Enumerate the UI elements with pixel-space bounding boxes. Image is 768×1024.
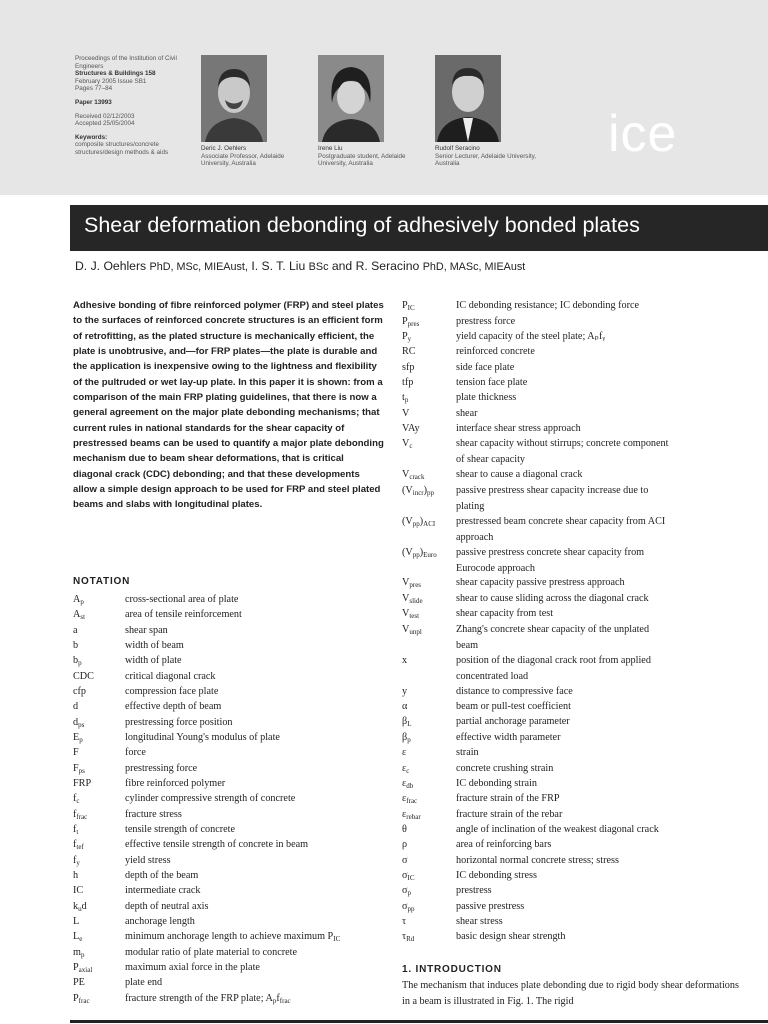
symbol-subscript: Euro bbox=[423, 551, 437, 559]
notation-definition bbox=[456, 684, 573, 700]
notation-definition: width of beam bbox=[125, 640, 184, 651]
notation-definition bbox=[456, 360, 514, 376]
notation-definition bbox=[456, 575, 625, 591]
notation-symbol: tfp bbox=[402, 377, 414, 388]
author-affiliation: Senior Lecturer, Adelaide University, Australia bbox=[435, 152, 537, 167]
notation-definition bbox=[456, 421, 581, 437]
author-affiliation: Associate Professor, Adelaide University, Australia bbox=[201, 152, 285, 167]
received-date: Received 02/12/2003 bbox=[75, 112, 135, 120]
author-card bbox=[318, 55, 430, 168]
symbol-subscript: p bbox=[80, 598, 84, 606]
symbol-subscript: pp bbox=[427, 489, 435, 497]
definition-line: fracture strain of the rebar bbox=[456, 809, 563, 820]
abstract: Adhesive bonding of fibre reinforced polymer (FRP) and steel plates to the surfaces of reinforced concrete structures is an efficient form of retrofitting, as the plated structure is mechanically efficient, the plate is unobtrusive, and—for FRP plates—the plate is durable and the application is inexpensive owing to the lightness and flexibility of the pultruded or wet lay-up plate. In this paper it is shown: from a comparison of the main FRP plating guidelines, that there is now a general agreement on the major plate debonding mechanisms; that current rules in national standards for the shear capacity of prestressed beams can be used to quantify a major plate debonding mechanism due to beam shear deformations, that is critical diagonal crack (CDC) debonding; and that these developments allow a simple design approach to be used for FRP and steel plated beams and slabs with longitudinal plates. bbox=[73, 300, 384, 511]
definition-line: concrete crushing strain bbox=[456, 763, 554, 774]
notation-symbol: $\beta_L$ bbox=[402, 716, 412, 728]
symbol-subscript: p bbox=[404, 396, 409, 404]
author-1-qualifications: PhD, MSc, MIEAust, bbox=[149, 261, 248, 273]
definition-line: tension face plate bbox=[456, 377, 528, 388]
notation-symbol: $f_c$ bbox=[73, 793, 80, 805]
notation-symbol: RC bbox=[402, 346, 416, 357]
notation-definition: cylinder compressive strength of concrete bbox=[125, 793, 296, 804]
symbol-subscript: t bbox=[76, 828, 79, 836]
definition-line: reinforced concrete bbox=[456, 346, 535, 357]
notation-definition: compression face plate bbox=[125, 686, 219, 697]
symbol-subscript: ps bbox=[78, 721, 85, 729]
notation-definition bbox=[456, 545, 644, 576]
author-photo bbox=[435, 55, 501, 142]
notation-symbol: $\varepsilon_{frac}$ bbox=[402, 793, 418, 805]
definition-line: shear capacity from test bbox=[456, 608, 554, 619]
byline bbox=[75, 259, 525, 273]
definition-line: shear to cause sliding across the diagonal crack bbox=[456, 593, 649, 604]
paper-title: Shear deformation debonding of adhesively bonded plates bbox=[84, 213, 640, 237]
notation-definition bbox=[456, 807, 562, 823]
notation-symbol: $V_{slide}$ bbox=[402, 593, 423, 605]
notation-symbol: b bbox=[73, 640, 79, 651]
author-3: R. Seracino bbox=[355, 259, 420, 273]
definition-line: passive prestress concrete shear capacity from bbox=[456, 547, 645, 558]
notation-definition: prestressing force position bbox=[125, 717, 233, 728]
symbol-subscript: test bbox=[409, 612, 420, 620]
author-name: Rudolf Seracino bbox=[435, 145, 480, 152]
notation-definition: tensile strength of concrete bbox=[125, 824, 236, 835]
notation-definition bbox=[456, 853, 619, 869]
notation-symbol: $A_p$ bbox=[73, 594, 84, 606]
definition-line: side face plate bbox=[456, 362, 515, 373]
definition-line: basic design shear strength bbox=[456, 931, 566, 942]
symbol-subscript: ps bbox=[78, 767, 85, 775]
notation-symbol: $(V_{pp})_{Euro}$ bbox=[402, 547, 437, 559]
notation-symbol: ε bbox=[402, 747, 407, 758]
definition-line: passive prestress bbox=[456, 901, 525, 912]
notation-symbol: $P_{IC}$ bbox=[402, 300, 415, 312]
notation-symbol: $E_p$ bbox=[73, 732, 83, 744]
notation-symbol: CDC bbox=[73, 671, 94, 682]
notation-definition bbox=[456, 606, 553, 622]
notation-definition: critical diagonal crack bbox=[125, 671, 216, 682]
definition-line: position of the diagonal crack root from applied bbox=[456, 655, 651, 666]
notation-symbol: $\varepsilon_{rebar}$ bbox=[402, 809, 421, 821]
symbol-subscript: frac bbox=[76, 813, 88, 821]
title-bar bbox=[70, 205, 768, 251]
notation-symbol: cfp bbox=[73, 686, 87, 697]
symbol-subscript: db bbox=[406, 782, 414, 790]
author-card bbox=[201, 55, 313, 168]
notation-symbol: $P_{pres}$ bbox=[402, 316, 420, 328]
notation-definition: fracture stress bbox=[125, 809, 182, 820]
notation-symbol: $V_{test}$ bbox=[402, 608, 420, 620]
symbol-subscript: axial bbox=[78, 966, 93, 974]
notation-symbol: sfp bbox=[402, 362, 415, 373]
notation-heading: NOTATION bbox=[73, 576, 131, 587]
notation-symbol: $b_p$ bbox=[73, 655, 82, 667]
notation-symbol: $V_{pres}$ bbox=[402, 577, 422, 589]
definition-line: shear capacity without stirrups; concrete component bbox=[456, 438, 669, 449]
definition-line: shear stress bbox=[456, 916, 503, 927]
byline-and: and bbox=[331, 259, 353, 273]
notation-definition: force bbox=[125, 747, 146, 758]
notation-symbol: y bbox=[402, 686, 408, 697]
notation-symbol: d bbox=[73, 701, 79, 712]
symbol-subscript: unpl bbox=[409, 628, 422, 636]
definition-subscript: IC bbox=[333, 935, 341, 943]
notation-symbol: PE bbox=[73, 977, 85, 988]
definition-line: horizontal normal concrete stress; stress bbox=[456, 855, 619, 866]
notation-symbol: σ bbox=[402, 855, 408, 866]
notation-definition bbox=[456, 883, 492, 899]
bottom-rule bbox=[70, 1020, 768, 1023]
definition-line: yield capacity of the steel plate; Aₚfᵧ bbox=[456, 331, 606, 342]
header-band bbox=[0, 0, 768, 195]
symbol-subscript: c bbox=[76, 797, 80, 805]
notation-definition bbox=[456, 730, 560, 746]
notation-symbol: $f_{tef}$ bbox=[73, 839, 84, 851]
notation-definition: modular ratio of plate material to concrete bbox=[125, 947, 297, 958]
symbol-subscript: st bbox=[80, 613, 86, 621]
definition-line: plate thickness bbox=[456, 392, 517, 403]
notation-definition bbox=[456, 467, 582, 483]
notation-definition bbox=[456, 714, 570, 730]
definition-line: concentrated load bbox=[456, 670, 529, 682]
author-affiliation: Postgraduate student, Adelaide University, Australia bbox=[318, 152, 406, 167]
symbol-subscript: p bbox=[407, 736, 411, 744]
author-2-qualifications: BSc bbox=[308, 261, 329, 273]
notation-definition: yield stress bbox=[125, 855, 171, 866]
notation-definition bbox=[456, 591, 649, 607]
symbol-subscript: frac bbox=[406, 797, 418, 805]
definition-line: shear bbox=[456, 408, 478, 419]
notation-definition: plate end bbox=[125, 977, 163, 988]
notation-symbol: $\sigma_{pp}$ bbox=[402, 901, 415, 913]
notation-definition bbox=[456, 868, 537, 884]
notation-symbol: $k_ud$ bbox=[73, 901, 87, 913]
notation-definition: depth of the beam bbox=[125, 870, 199, 881]
notation-definition bbox=[456, 822, 659, 838]
notation-symbol: $P_y$ bbox=[402, 331, 412, 343]
notation-definition bbox=[456, 483, 648, 514]
notation-definition: cross-sectional area of plate bbox=[125, 594, 239, 605]
definition-line: strain bbox=[456, 747, 479, 758]
notation-definition: fracture strength of the FRP plate; $A_pf_{frac}$ bbox=[125, 993, 291, 1005]
notation-definition bbox=[456, 761, 553, 777]
definition-line: fracture strain of the FRP bbox=[456, 793, 560, 804]
notation-symbol: IC bbox=[73, 885, 84, 896]
definition-line: IC debonding resistance; IC debonding force bbox=[456, 300, 640, 311]
notation-definition: area of tensile reinforcement bbox=[125, 609, 242, 620]
notation-definition bbox=[456, 406, 478, 422]
symbol-subscript: tef bbox=[76, 843, 84, 851]
definition-subscript: p bbox=[272, 997, 277, 1005]
notation-symbol: V bbox=[402, 408, 410, 419]
notation-symbol: $A_{st}$ bbox=[73, 609, 86, 621]
author-name: Deric J. Oehlers bbox=[201, 145, 247, 152]
notation-definition: intermediate crack bbox=[125, 885, 201, 896]
symbol-subscript: IC bbox=[407, 304, 415, 312]
author-1: D. J. Oehlers bbox=[75, 259, 147, 273]
notation-definition bbox=[456, 699, 571, 715]
definition-line: shear to cause a diagonal crack bbox=[456, 469, 583, 480]
symbol-subscript: e bbox=[79, 935, 83, 943]
notation-symbol: $V_{unpl}$ bbox=[402, 624, 422, 636]
publication-info bbox=[75, 55, 187, 157]
notation-symbol: VAy bbox=[402, 423, 420, 434]
definition-line: beam bbox=[456, 639, 479, 651]
definition-line: prestress force bbox=[456, 316, 516, 327]
notation-definition bbox=[456, 914, 503, 930]
symbol-subscript: pres bbox=[409, 581, 422, 589]
definition-line: area of reinforcing bars bbox=[456, 839, 552, 850]
journal-name: Structures & Buildings 158 bbox=[75, 70, 156, 78]
symbol-subscript: pres bbox=[407, 320, 420, 328]
notation-symbol: $(V_{incr})_{pp}$ bbox=[402, 485, 435, 497]
notation-symbol: τ bbox=[402, 916, 407, 927]
notation-symbol: $P_{axial}$ bbox=[73, 962, 93, 974]
notation-symbol: $\sigma_{IC}$ bbox=[402, 870, 415, 882]
notation-symbol: F bbox=[73, 747, 79, 758]
proceedings-text: Proceedings of the Institution of Civil Engineers bbox=[75, 55, 177, 70]
notation-symbol: $f_{frac}$ bbox=[73, 809, 88, 821]
notation-definition bbox=[456, 622, 649, 653]
author-name: Irene Liu bbox=[318, 145, 343, 152]
notation-symbol: $f_y$ bbox=[73, 855, 80, 867]
notation-definition bbox=[456, 929, 566, 945]
notation-symbol: $F_{ps}$ bbox=[73, 763, 85, 775]
definition-line: plating bbox=[456, 500, 485, 512]
symbol-subscript: c bbox=[406, 767, 410, 775]
definition-line: prestress bbox=[456, 885, 492, 896]
notation-symbol: $\tau_{Rd}$ bbox=[402, 931, 415, 943]
definition-line: Zhang's concrete shear capacity of the unplated bbox=[456, 624, 650, 635]
definition-line: IC debonding stress bbox=[456, 870, 537, 881]
notation-definition bbox=[456, 329, 605, 345]
notation-definition: width of plate bbox=[125, 655, 182, 666]
definition-line: partial anchorage parameter bbox=[456, 716, 570, 727]
notation-symbol: $\varepsilon_c$ bbox=[402, 763, 410, 775]
symbol-subscript: p bbox=[79, 736, 83, 744]
symbol-subscript: pp bbox=[412, 520, 420, 528]
notation-symbol: ρ bbox=[402, 839, 408, 850]
symbol-subscript: pp bbox=[412, 551, 420, 559]
definition-line: approach bbox=[456, 531, 494, 543]
author-photo bbox=[318, 55, 384, 142]
ice-logo: ice bbox=[608, 105, 678, 163]
notation-symbol: α bbox=[402, 701, 408, 712]
notation-definition bbox=[456, 745, 479, 761]
notation-symbol: $t_p$ bbox=[402, 392, 409, 404]
notation-symbol: x bbox=[402, 655, 408, 666]
notation-definition bbox=[456, 837, 551, 853]
symbol-subscript: crack bbox=[409, 473, 425, 481]
definition-line: effective width parameter bbox=[456, 732, 561, 743]
notation-symbol: $m_p$ bbox=[73, 947, 85, 959]
notation-definition bbox=[456, 344, 535, 360]
accepted-date: Accepted 25/05/2004 bbox=[75, 120, 135, 128]
notation-symbol: $\beta_p$ bbox=[402, 732, 411, 744]
symbol-subscript: slide bbox=[409, 597, 423, 605]
notation-definition bbox=[456, 514, 665, 545]
notation-symbol: $V_{crack}$ bbox=[402, 469, 425, 481]
symbol-subscript: ACI bbox=[423, 520, 436, 528]
symbol-subscript: y bbox=[76, 859, 80, 867]
notation-definition bbox=[456, 436, 668, 467]
notation-symbol: $f_t$ bbox=[73, 824, 79, 836]
notation-definition: minimum anchorage length to achieve maximum $P_{IC}$ bbox=[125, 931, 341, 943]
definition-line: distance to compressive face bbox=[456, 686, 573, 697]
notation-definition: fibre reinforced polymer bbox=[125, 778, 226, 789]
definition-line: Eurocode approach bbox=[456, 562, 535, 574]
notation-symbol: θ bbox=[402, 824, 407, 835]
symbol-subscript: c bbox=[409, 442, 413, 450]
author-3-qualifications: PhD, MASc, MIEAust bbox=[422, 261, 526, 273]
notation-definition bbox=[456, 375, 527, 391]
author-2: I. S. T. Liu bbox=[251, 259, 306, 273]
definition-line: shear capacity passive prestress approach bbox=[456, 577, 625, 588]
notation-symbol: $\varepsilon_{db}$ bbox=[402, 778, 414, 790]
notation-definition: effective tensile strength of concrete in beam bbox=[125, 839, 309, 850]
symbol-subscript: frac bbox=[78, 997, 90, 1005]
notation-definition bbox=[456, 776, 537, 792]
definition-line: of shear capacity bbox=[456, 453, 526, 465]
notation-symbol: $(V_{pp})_{ACI}$ bbox=[402, 516, 436, 528]
issue-text: February 2005 Issue SB1 bbox=[75, 77, 147, 85]
notation-definition: depth of neutral axis bbox=[125, 901, 209, 912]
definition-line: passive prestress shear capacity increase due to bbox=[456, 485, 649, 496]
definition-line: angle of inclination of the weakest diagonal crack bbox=[456, 824, 659, 835]
keywords-text: composite structures/concrete structures/design methods & aids bbox=[75, 141, 169, 156]
notation-definition bbox=[456, 653, 651, 684]
pages-text: Pages 77–84 bbox=[75, 85, 113, 93]
symbol-subscript: p bbox=[78, 659, 82, 667]
notation-symbol: L bbox=[73, 916, 80, 927]
symbol-subscript: pp bbox=[407, 905, 415, 913]
notation-symbol: $V_c$ bbox=[402, 438, 413, 450]
symbol-subscript: Rd bbox=[406, 935, 415, 943]
notation-symbol: $L_e$ bbox=[73, 931, 83, 943]
notation-definition bbox=[456, 791, 560, 807]
definition-subscript: frac bbox=[279, 997, 291, 1005]
notation-definition: prestressing force bbox=[125, 763, 198, 774]
notation-definition bbox=[456, 314, 515, 330]
definition-line: prestressed beam concrete shear capacity from ACI bbox=[456, 516, 666, 527]
author-card bbox=[435, 55, 547, 168]
keywords-label: Keywords: bbox=[75, 133, 108, 141]
notation-definition: maximum axial force in the plate bbox=[125, 962, 260, 973]
definition-line: IC debonding strain bbox=[456, 778, 537, 789]
notation-definition: shear span bbox=[125, 625, 168, 636]
introduction-text: The mechanism that induces plate debonding due to rigid body shear deformations in a beam is illustrated in Fig. 1. The rigid bbox=[402, 980, 739, 1007]
notation-definition bbox=[456, 899, 524, 915]
notation-symbol: FRP bbox=[73, 778, 92, 789]
symbol-subscript: L bbox=[407, 720, 412, 728]
author-photo bbox=[201, 55, 267, 142]
notation-symbol: $\sigma_p$ bbox=[402, 885, 411, 897]
notation-symbol: $P_{frac}$ bbox=[73, 993, 90, 1005]
notation-definition: anchorage length bbox=[125, 916, 195, 927]
definition-line: interface shear stress approach bbox=[456, 423, 581, 434]
notation-definition: longitudinal Young's modulus of plate bbox=[125, 732, 280, 743]
notation-symbol: a bbox=[73, 625, 78, 636]
symbol-subscript: incr bbox=[412, 489, 424, 497]
notation-definition bbox=[456, 390, 516, 406]
symbol-subscript: p bbox=[407, 889, 411, 897]
symbol-subscript: IC bbox=[407, 874, 415, 882]
notation-definition: effective depth of beam bbox=[125, 701, 222, 712]
notation-symbol: h bbox=[73, 870, 79, 881]
introduction-heading: 1. INTRODUCTION bbox=[402, 964, 502, 975]
definition-line: beam or pull-test coefficient bbox=[456, 701, 571, 712]
symbol-subscript: u bbox=[78, 905, 82, 913]
symbol-subscript: y bbox=[407, 335, 412, 343]
symbol-subscript: rebar bbox=[406, 813, 421, 821]
notation-symbol: $d_{ps}$ bbox=[73, 717, 85, 729]
paper-number: Paper 13993 bbox=[75, 98, 112, 106]
notation-definition bbox=[456, 298, 639, 314]
symbol-subscript: p bbox=[80, 951, 85, 959]
